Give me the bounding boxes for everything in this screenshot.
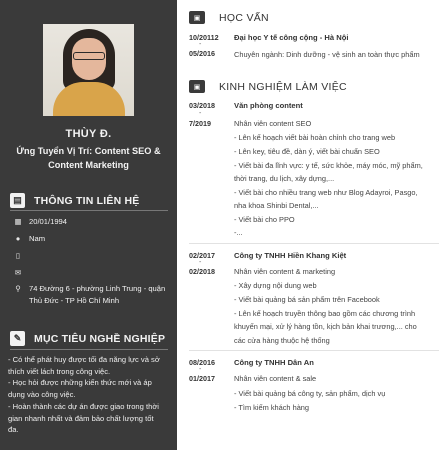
job-line: Nhân viên content & marketing [234, 267, 336, 276]
job-line: - Tìm kiếm khách hàng [234, 403, 310, 412]
education-section-header [189, 11, 269, 24]
job-company: Văn phòng content [234, 101, 303, 110]
job-line: - Viết bài cho nhiều trang web như Blog Adayroi, Pasgo, [234, 188, 418, 197]
address-row: ⚲ 74 Đường 6 - phường Linh Trung - quận Thủ Đức - TP Hồ Chí Minh [13, 283, 174, 306]
job-line: - Xây dựng nội dung web [234, 281, 317, 290]
gender-row: ● Nam [13, 233, 174, 245]
education-major: Chuyên ngành: Dinh dưỡng - vệ sinh an toàn thực phẩm [234, 50, 420, 59]
phone-row [13, 250, 174, 262]
job-line: nha khoa Shinbi Dental,... [234, 201, 319, 210]
calendar-icon: ▦ [14, 217, 22, 226]
job-date-to: 02/2018 [189, 267, 215, 276]
job-line: thời trang, du lịch, xây dựng,... [234, 174, 335, 183]
education-date-from: 10/20112 [189, 33, 219, 42]
briefcase-icon: ▣ [189, 80, 205, 93]
contact-section-header [10, 193, 139, 208]
person-icon: ● [15, 234, 21, 243]
experience-section-title: KINH NGHIỆM LÀM VIỆC [219, 80, 347, 93]
job-date-to: 7/2019 [189, 119, 211, 128]
job-date-from: 03/2018 [189, 101, 215, 110]
map-pin-icon: ⚲ [15, 284, 21, 293]
job-line: các cửa hàng thuộc hệ thống [234, 336, 330, 345]
contact-card-icon: ▤ [10, 193, 25, 208]
contact-section-title: THÔNG TIN LIÊN HỆ [34, 194, 140, 207]
pencil-icon: ✎ [10, 331, 25, 346]
job-line: - Lên kế hoạch truyền thông bao gồm các chương trình [234, 309, 416, 318]
divider [10, 210, 168, 211]
job-line: - Lên key, tiêu đề, dàn ý, viết bài chuẩn SEO [234, 147, 380, 156]
job-line: - Viết bài đa lĩnh vực: y tế, sức khỏe, máy móc, mỹ phẩm, [234, 161, 423, 170]
job-line: - Viết bài quảng bá công ty, sản phẩm, dịch vụ [234, 389, 386, 398]
goal-section-header [10, 331, 165, 346]
main-content: ▣ HỌC VẤN 10/20112 - 05/2016 Đại học Y tế công cộng - Hà Nội Chuyên ngành: Dinh dưỡng - vệ sinh an toàn thực phẩm ▣ KINH NGHIỆM LÀM VIỆC 03/2018 - 7/2019 Văn phòng content Nhân viên content SEO - Lên kế hoạch viết bài hoàn chỉnh cho trang web - Lên key, tiêu đề, dàn ý, viết bài chuẩn SEO - Viết bài đa lĩnh vực: y tế, sức khỏe, máy móc, mỹ phẩm, thời trang, du lịch, xây dựng,... - Viết bài cho nhiều trang web như Blog Adayroi, Pasgo, nha khoa Shinbi Dental,... - Viết bài cho PPO -... 02/2017 - 02/2018 Công ty TNHH Hiền Khang Kiệt Nhân viên content & marketing - Xây dựng nội dung web - Viết bài quảng bá sản phẩm trên Facebook - Lên kế hoạch truyền thông bao gồm các chương trình khuyến mại, xử lý hàng tồn, kịch bản khai trương,... cho các cửa hàng thuộc hệ thống 08/2016 - 01/2017 Công ty TNHH Dân An Nhân viên content & sale - Viết bài quảng bá công ty, sản phẩm, dịch vụ - Tìm kiếm khách hàng [177, 0, 444, 450]
experience-section-header [189, 80, 347, 93]
education-section-title: HỌC VẤN [219, 11, 269, 24]
divider [10, 349, 168, 350]
job-line: Nhân viên content SEO [234, 119, 312, 128]
job-company: Công ty TNHH Dân An [234, 358, 314, 367]
job-company: Công ty TNHH Hiền Khang Kiệt [234, 251, 347, 260]
email-row [13, 267, 174, 279]
birthday-row: ▦ 20/01/1994 [14, 217, 68, 226]
job-date-from: 08/2016 [189, 358, 215, 367]
job-line: Nhân viên content & sale [234, 374, 317, 383]
goal-section-title: MỤC TIÊU NGHỀ NGHIỆP [34, 332, 166, 345]
job-line: - Lên kế hoạch viết bài hoàn chỉnh cho trang web [234, 133, 396, 142]
divider [189, 350, 439, 351]
job-line: -... [234, 228, 243, 237]
job-line: khuyến mại, xử lý hàng tồn, kịch bản khai trương,... cho [234, 322, 417, 331]
divider [189, 243, 439, 244]
envelope-icon: ✉ [14, 268, 22, 277]
job-line: - Viết bài quảng bá sản phẩm trên Facebook [234, 295, 380, 304]
profile-photo [43, 24, 134, 116]
applied-position: Ứng Tuyển Vị Trí: Content SEO & Content Marketing [16, 146, 161, 170]
job-date-to: 01/2017 [189, 374, 215, 383]
career-goal-text: - Có thể phát huy được tối đa năng lực và sở thích viết lách trong công việc. - Học hỏi được những kiến thức mới và áp dụng vào công việc. - Hoàn thành các dự án được giao trong thời gian nhanh nhất và đảm bảo chất lượng tốt đa. [8, 355, 160, 435]
education-school: Đại học Y tế công cộng - Hà Nội [234, 33, 349, 42]
job-line: - Viết bài cho PPO [234, 215, 295, 224]
sidebar [0, 0, 177, 450]
briefcase-icon: ▣ [189, 11, 205, 24]
candidate-name: THÙY Đ. [65, 128, 112, 140]
education-date-to: 05/2016 [189, 49, 215, 58]
phone-icon: ▯ [15, 251, 21, 260]
job-date-from: 02/2017 [189, 251, 215, 260]
